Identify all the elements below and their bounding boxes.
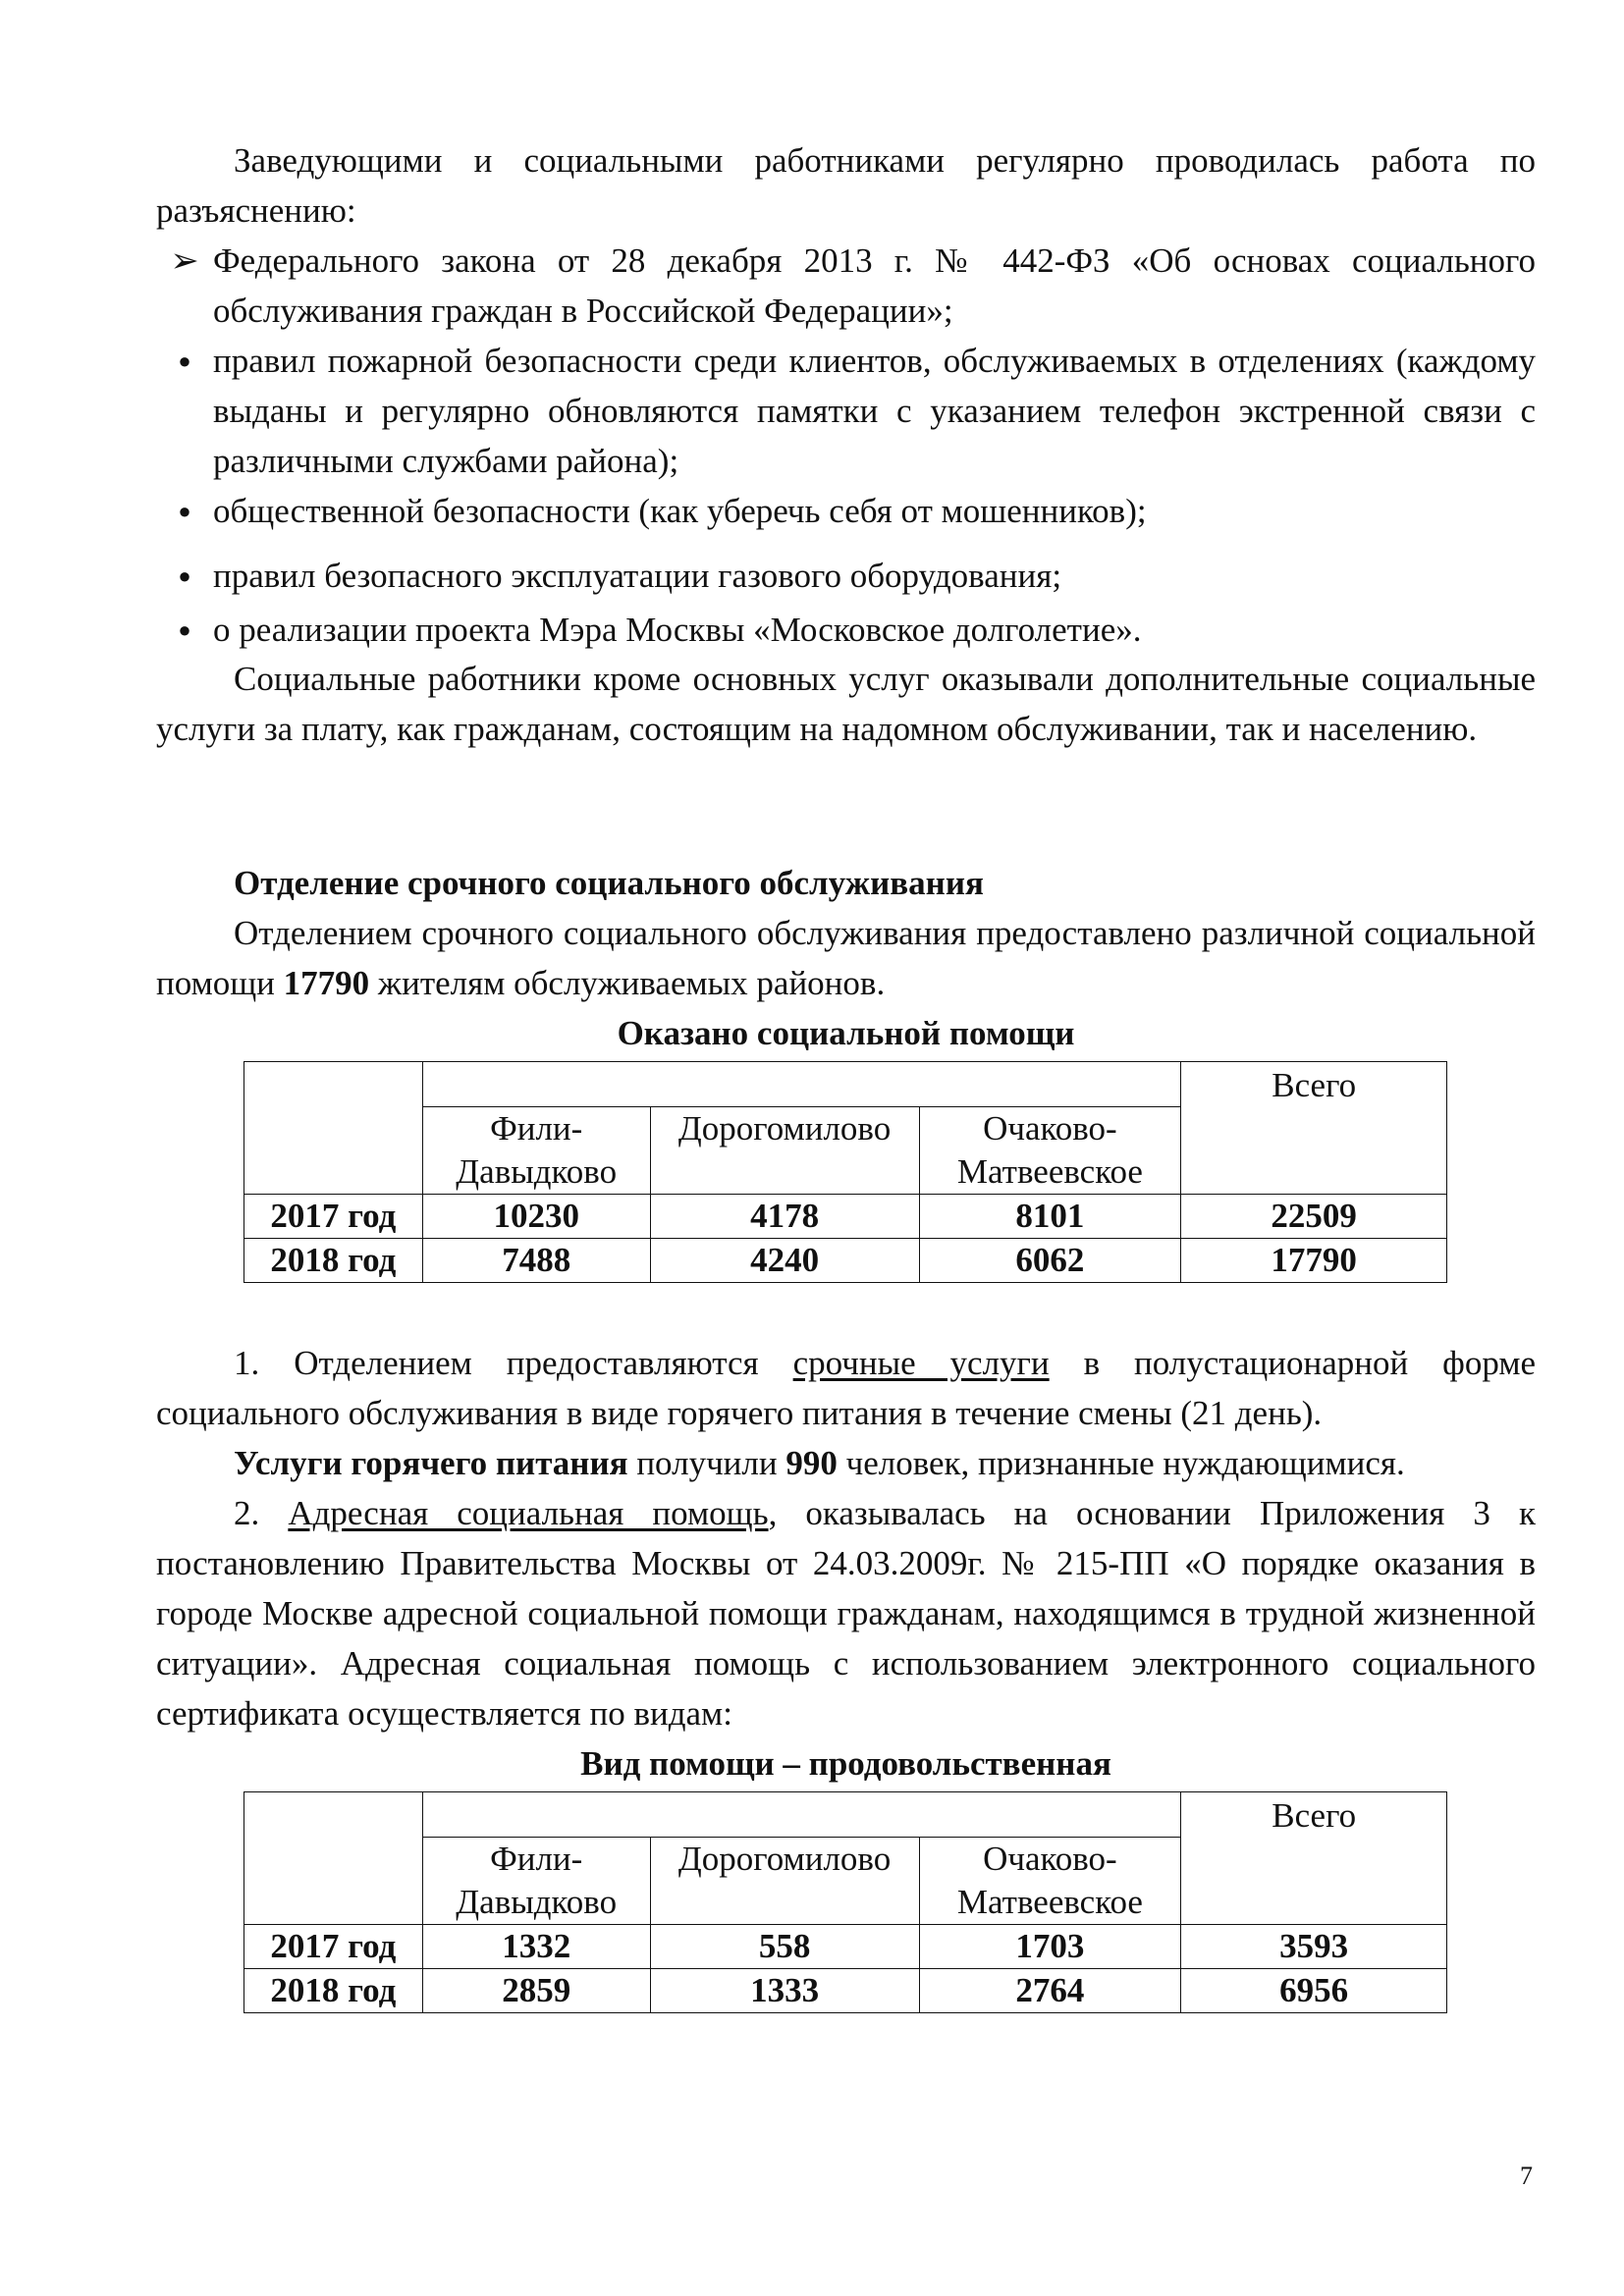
bullet-text: правил пожарной безопасности среди клиентов, обслуживаемых в отделениях (каждому выданы и регулярно обновляются памятки с указанием телефон экстренной связи с различными службами района); [213, 342, 1536, 480]
bullet-icon: ● [178, 563, 191, 588]
bullet-icon: ● [178, 499, 191, 523]
column-header: Очаково- Матвеевское [919, 1838, 1181, 1925]
table-row: 2017 год 10230 4178 8101 22509 [244, 1195, 1447, 1239]
empty-corner-cell [244, 1062, 423, 1195]
section-paragraph: Отделением срочного социального обслуживания предоставлено различной социальной помощи 17790 жителям обслуживаемых районов. [156, 914, 1536, 1002]
section-heading: Отделение срочного социального обслуживания [234, 864, 984, 902]
hot-meals-count: 990 [785, 1444, 838, 1482]
total-header: Всего [1181, 1062, 1447, 1195]
district-group-header [422, 1792, 1181, 1838]
district-group-header [422, 1062, 1181, 1107]
column-header: Фили- Давыдково [422, 1838, 650, 1925]
bullet-text: общественной безопасности (как уберечь себя от мошенников); [213, 492, 1147, 530]
column-header: Очаково- Матвеевское [919, 1107, 1181, 1195]
bullet-text: о реализации проекта Мэра Москвы «Московское долголетие». [213, 611, 1142, 649]
table-row: 2017 год 1332 558 1703 3593 [244, 1925, 1447, 1969]
bullet-text: правил безопасного эксплуатации газового оборудования; [213, 557, 1062, 595]
services-item2: 2. Адресная социальная помощь, оказывалась на основании Приложения 3 к постановлению Правительства Москвы от 24.03.2009г. № 215-ПП «О порядке оказания в городе Москве адресной социальной помощи гражданам, находящимся в трудной жизненной ситуации». Адресная социальная помощь с использованием электронного социального сертификата осуществляется по видам: [156, 1494, 1536, 1733]
column-header: Фили- Давыдково [422, 1107, 650, 1195]
services-item1: 1. Отделением предоставляются срочные услуги в полустационарной форме социального обслуживания в виде горячего питания в течение смены (21 день). [156, 1344, 1537, 1432]
bullet-icon: ● [178, 348, 191, 373]
targeted-assistance-term: Адресная социальная помощь [288, 1494, 769, 1532]
table-row: 2018 год 2859 1333 2764 6956 [244, 1969, 1447, 2013]
table2-caption: Вид помощи – продовольственная [580, 1744, 1111, 1783]
total-header: Всего [1181, 1792, 1447, 1925]
intro-lead-line2: разъяснению: [156, 191, 356, 230]
helped-count: 17790 [283, 964, 370, 1002]
table-row: 2018 год 7488 4240 6062 17790 [244, 1239, 1447, 1283]
urgent-services-term: срочные услуги [792, 1344, 1050, 1382]
extra-services-paragraph: Социальные работники кроме основных услуг оказывали дополнительные социальные услуги за плату, как гражданам, состоящим на надомном обслуживании, так и населению. [156, 660, 1536, 748]
page-number: 7 [1520, 2162, 1533, 2190]
table1-caption: Оказано социальной помощи [617, 1014, 1075, 1052]
column-header: Дорогомилово [650, 1107, 919, 1195]
empty-corner-cell [244, 1792, 423, 1925]
hot-meals-line: Услуги горячего питания получили 990 человек, признанные нуждающимися. [234, 1444, 1405, 1482]
intro-lead-line1: Заведующими и социальными работниками регулярно проводилась работа по [234, 141, 1536, 180]
table-food-assistance [244, 1791, 1447, 2013]
arrow-item-text: Федерального закона от 28 декабря 2013 г. № 442-ФЗ «Об основах социального обслуживания граждан в Российской Федерации»; [213, 241, 1536, 330]
column-header: Дорогомилово [650, 1838, 919, 1925]
table-assistance [244, 1061, 1447, 1283]
bullet-icon: ● [178, 617, 191, 642]
arrow-marker-icon: ➢ [170, 241, 199, 280]
